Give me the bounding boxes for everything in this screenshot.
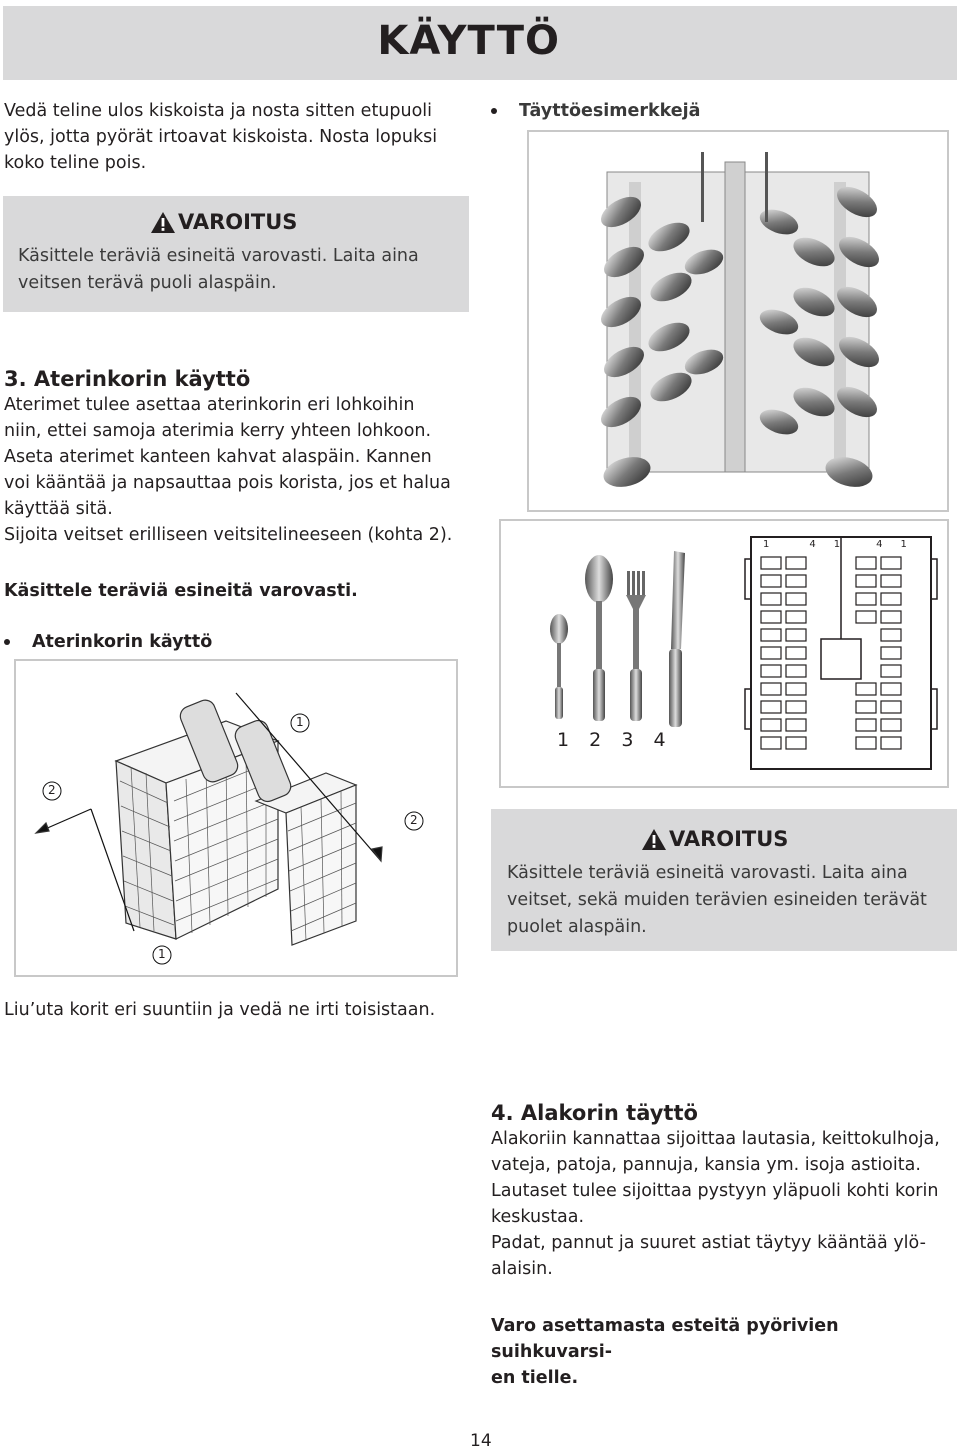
warning-label-1: VAROITUS [178,210,298,234]
warning-label-2: VAROITUS [669,827,789,851]
basket-figure [14,659,458,977]
bullet-dot [4,639,10,645]
section-4-line: keskustaa. [491,1207,585,1227]
bullet-basket-label: Aterinkorin käyttö [32,632,213,652]
after-basket-text: Liu’uta korit eri suuntiin ja vedä ne irti toisistaan. [4,1000,436,1020]
cutlery-numbers: 1 2 3 4 [557,729,666,751]
warning-title-2 [641,827,788,851]
section-3-caution: Käsittele teräviä esineitä varovasti. [4,581,358,601]
cutlery-rack-photo [527,130,949,512]
callout-1-top: 1 [296,715,304,729]
section-3 [4,366,474,548]
grid-label: 1 [763,539,770,550]
warning-icon [641,828,667,851]
warning-text-2 [507,860,952,941]
bullet-basket [4,629,212,655]
bullet-examples-label: Täyttöesimerkkejä [519,101,701,121]
bullet-dot [491,108,497,114]
page-number: 14 [470,1431,492,1451]
warning-line: veitsen terävä puoli alaspäin. [18,273,277,293]
section-4-line: Lautaset tulee sijoittaa pystyyn yläpuoli kohti korin [491,1181,939,1201]
section-3-line: käyttää sitä. [4,499,113,519]
cutlery-basket-illustration [16,661,456,975]
intro-text: Vedä teline ulos kiskoista ja nosta sitten etupuoli ylös, jotta pyörät irtoavat kiskoista. Nosta lopuksi koko teline pois. [4,101,438,173]
callout-2-right: 2 [410,813,418,827]
warning-line: Käsittele teräviä esineitä varovasti. Laita aina [18,246,419,266]
callout-1-bottom: 1 [158,947,166,961]
section-3-line: voi kääntää ja napsauttaa pois korista, jos et halua [4,473,451,493]
section-3-heading: 3. Aterinkorin käyttö [4,367,251,391]
section-4 [491,1100,957,1282]
cutlery-rack-illustration [529,132,947,510]
section-4-caution-line: en tielle. [491,1368,579,1388]
section-3-line: Aseta aterimet kanteen kahvat alaspäin. Kannen [4,447,432,467]
section-4-caution-line: Varo asettamasta esteitä pyörivien suihkuvarsi- [491,1316,839,1362]
section-4-line: Alakoriin kannattaa sijoittaa lautasia, keittokulhoja, [491,1129,940,1149]
section-3-line: niin, ettei samoja aterimia kerry yhteen lohkoon. [4,421,432,441]
section-4-heading: 4. Alakorin täyttö [491,1101,698,1125]
section-4-caution [491,1313,957,1391]
section-4-line: alaisin. [491,1259,553,1279]
grid-label: 4 [876,539,883,550]
section-3-line: Sijoita veitset erilliseen veitsitelineeseen (kohta 2). [4,525,453,545]
warning-line: veitset, sekä muiden terävien esineiden terävät [507,890,927,910]
warning-box-1 [3,196,469,312]
grid-label: 4 [809,539,816,550]
section-4-line: Padat, pannut ja suuret astiat täytyy kääntää ylö- [491,1233,926,1253]
grid-label: 1 [833,539,841,550]
callout-2-left: 2 [48,783,56,797]
basket-compartment-grid [741,529,941,779]
grid-top-labels [763,539,943,550]
warning-title-1 [150,210,297,234]
section-3-line: Aterimet tulee asettaa aterinkorin eri lohkoihin [4,395,415,415]
grid-label: 1 [900,539,907,550]
intro-paragraph [4,98,464,176]
bullet-examples [491,98,700,124]
warning-icon [150,211,176,234]
page-title: KÄYTTÖ [377,18,560,64]
warning-line: puolet alaspäin. [507,917,647,937]
cutlery-grid-figure [499,519,949,788]
warning-line: Käsittele teräviä esineitä varovasti. Laita aina [507,863,908,883]
warning-text-1 [18,243,463,297]
warning-box-2 [491,809,957,951]
section-4-line: vateja, patoja, pannuja, kansia ym. isoja astioita. [491,1155,921,1175]
